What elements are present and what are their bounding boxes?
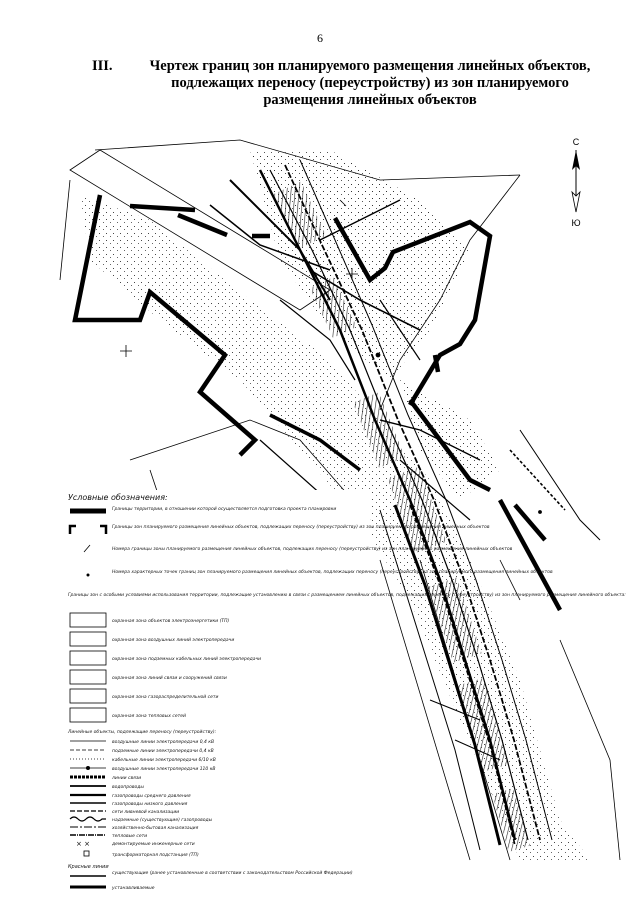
legend-linear-13: демонтируемые инженерные сети xyxy=(112,842,195,847)
legend-linear-8: газопроводы низкого давления xyxy=(112,802,188,807)
legend-symbol-point-number xyxy=(87,574,90,577)
legend-linear-11: хозяйственно-бытовая канализация xyxy=(112,826,199,831)
legend-zone-2: охранная зона воздушных линий электропередачи xyxy=(112,638,235,643)
legend-linear-5: линии связи xyxy=(112,776,142,781)
legend-zone-6: охранная зона тепловых сетей xyxy=(112,714,186,719)
page-number: 6 xyxy=(317,31,323,45)
section-number: III. xyxy=(92,58,113,74)
legend-linear-9: сети ливневой канализации xyxy=(112,810,180,815)
page-title: Чертеж границ зон планируемого размещения линейных объектов, подлежащих переносу (переустройству) из зон планируемого размещения линейных объектов xyxy=(149,58,591,108)
legend-zone-1: охранная зона объектов электроэнергетики (ТП) xyxy=(112,619,230,624)
north-label: С xyxy=(572,137,580,147)
legend-red-line-2: устанавливаемые xyxy=(112,886,155,891)
legend-symbol-dismantled: × × xyxy=(76,840,90,848)
legend-linear-intro: Линейные объекты, подлежащие переносу (переустройству): xyxy=(68,730,217,735)
legend-linear-12: тепловые сети xyxy=(112,834,148,839)
south-label: Ю xyxy=(571,218,581,228)
legend-linear-14: трансформаторная подстанция (ТП) xyxy=(112,853,199,858)
legend-linear-6: водопроводы xyxy=(112,785,144,790)
legend-boundary-2: Границы зон планируемого размещения линейных объектов, подлежащих переносу (переустройству) из зон планируемого размещения линейных объектов xyxy=(112,525,490,530)
legend-boundary-1: Границы территории, в отношении которой осуществляется подготовка проекта планировки xyxy=(112,507,337,512)
legend-linear-1: воздушные линии электропередачи 0,4 кВ xyxy=(112,740,215,745)
legend-linear-10: надземные (существующие) газопроводы xyxy=(112,818,213,823)
legend-linear-3: кабельные линии электропередачи 6/10 кВ xyxy=(112,758,216,763)
legend-linear-7: газопроводы среднего давления xyxy=(112,794,191,799)
north-arrow xyxy=(572,150,580,212)
legend-boundary-3: Номера границы зоны планируемого размещения линейных объектов, подлежащих переносу (переустройству) из зон планируемого размещения линейных объектов xyxy=(112,547,513,552)
legend-zone-4: охранная зона линий связи и сооружений связи xyxy=(112,676,227,681)
legend-red-lines-title: Красные линии xyxy=(68,864,109,870)
legend-zone-3: охранная зона подземных кабельных линий электропередачи xyxy=(112,657,262,662)
legend-zones-intro: Границы зон с особыми условиями использования территории, подлежащие установлению в связи с размещением линейных объектов, подлежащих переносу (переустройству) из зон планируемого размещения линейного объекта: xyxy=(68,593,626,598)
legend-zone-5: охранная зона газораспределительной сети xyxy=(112,695,219,700)
legend-red-line-1: существующие (ранее установленные в соответствии с законодательством Российской Федерации) xyxy=(112,871,353,876)
legend-title: Условные обозначения: xyxy=(68,493,168,502)
legend-boundary-4: Номера характерных точек границ зон планируемого размещения линейных объектов, подлежащих переносу (переустройству) из зон планируемого размещения линейных объектов xyxy=(112,570,553,575)
legend-linear-2: подземные линии электропередачи 0,4 кВ xyxy=(112,749,214,754)
legend-linear-4: воздушные линии электропередачи 110 кВ xyxy=(112,767,216,772)
